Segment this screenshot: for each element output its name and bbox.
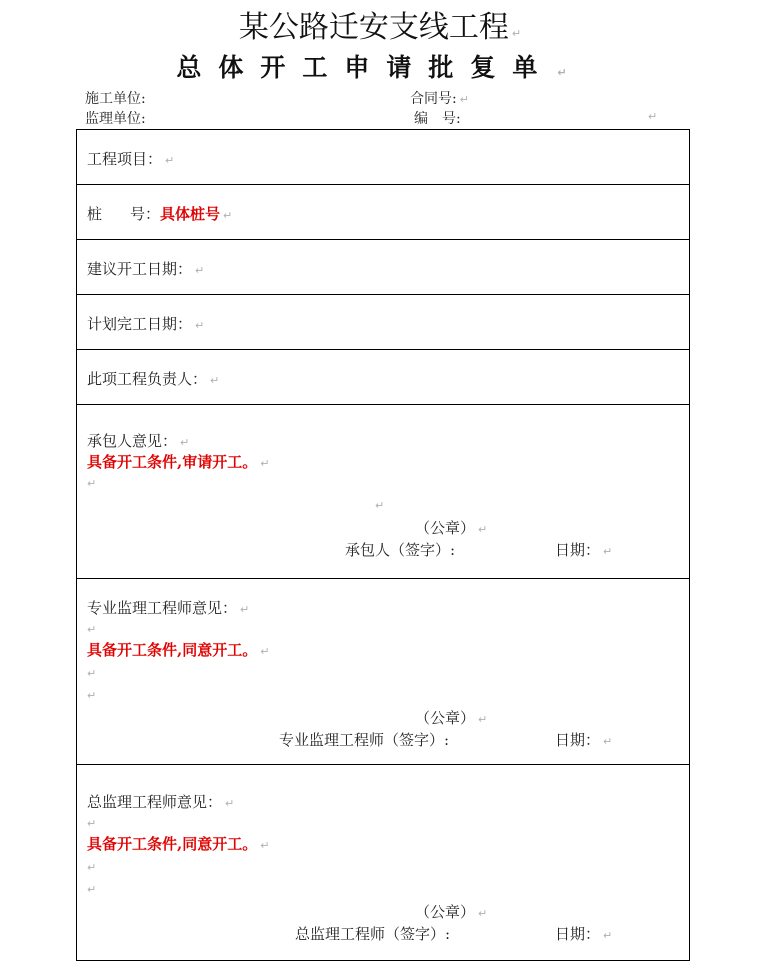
- paragraph-mark-icon: ↵: [260, 645, 270, 658]
- pile-row: [77, 185, 689, 240]
- contractor-sign-label: 承包人（签字）:: [345, 541, 456, 559]
- paragraph-mark-icon: ↵: [375, 499, 385, 512]
- paragraph-mark-icon: ↵: [648, 110, 658, 123]
- contractor-opinion-text: 具备开工条件,审请开工。: [87, 453, 258, 471]
- paragraph-mark-icon: ↵: [478, 907, 488, 920]
- paragraph-mark-icon: ↵: [478, 713, 488, 726]
- pile-value: 具体桩号: [160, 205, 221, 223]
- paragraph-mark-icon: ↵: [240, 603, 250, 616]
- contractor-date-label: 日期：: [555, 541, 601, 559]
- document-subtitle: 总体开工申请批复单 ↵: [176, 53, 584, 82]
- paragraph-mark-icon: ↵: [87, 817, 97, 830]
- chief-seal-label: （公章）: [415, 903, 476, 921]
- paragraph-mark-icon: ↵: [511, 27, 522, 40]
- serial-no-label: 编 号:: [414, 111, 461, 127]
- paragraph-mark-icon: ↵: [260, 839, 270, 852]
- finish-date-row: [77, 295, 689, 350]
- paragraph-mark-icon: ↵: [87, 883, 97, 896]
- pile-label-a: 桩: [87, 205, 103, 223]
- paragraph-mark-icon: ↵: [165, 154, 175, 167]
- document-title: 某公路迁安支线工程 ↵: [238, 10, 522, 45]
- specialist-opinion-text: 具备开工条件,同意开工。: [87, 641, 258, 659]
- paragraph-mark-icon: ↵: [260, 457, 270, 470]
- pile-label-b: 号：: [130, 205, 161, 223]
- paragraph-mark-icon: ↵: [87, 861, 97, 874]
- paragraph-mark-icon: ↵: [223, 209, 233, 222]
- supervision-unit-label: 监理单位:: [85, 111, 146, 127]
- paragraph-mark-icon: ↵: [603, 735, 613, 748]
- paragraph-mark-icon: ↵: [87, 667, 97, 680]
- start-date-label: 建议开工日期：: [87, 260, 193, 278]
- chief-sign-label: 总监理工程师（签字）:: [295, 925, 451, 943]
- paragraph-mark-icon: ↵: [557, 66, 584, 79]
- contractor-seal-label: （公章）: [415, 519, 476, 537]
- paragraph-mark-icon: ↵: [87, 689, 97, 702]
- contractor-opinion-title: 承包人意见：: [87, 432, 178, 450]
- finish-date-label: 计划完工日期：: [87, 315, 193, 333]
- paragraph-mark-icon: ↵: [603, 545, 613, 558]
- chief-opinion-section: [77, 765, 689, 962]
- paragraph-mark-icon: ↵: [180, 436, 190, 449]
- paragraph-mark-icon: ↵: [195, 264, 205, 277]
- paragraph-mark-icon: ↵: [87, 477, 97, 490]
- paragraph-mark-icon: ↵: [603, 929, 613, 942]
- chief-opinion-title: 总监理工程师意见：: [87, 793, 223, 811]
- construction-unit-label: 施工单位:: [85, 91, 146, 107]
- chief-date-label: 日期：: [555, 925, 601, 943]
- specialist-opinion-title: 专业监理工程师意见：: [87, 599, 238, 617]
- start-date-row: [77, 240, 689, 295]
- chief-opinion-text: 具备开工条件,同意开工。: [87, 835, 258, 853]
- specialist-opinion-section: [77, 579, 689, 765]
- contract-no-field: 合同号: ↵: [410, 91, 469, 107]
- approval-form: [76, 129, 690, 961]
- specialist-seal-label: （公章）: [415, 709, 476, 727]
- specialist-date-label: 日期：: [555, 731, 601, 749]
- project-row: [77, 130, 689, 185]
- project-label: 工程项目：: [87, 150, 163, 168]
- paragraph-mark-icon: ↵: [210, 374, 220, 387]
- paragraph-mark-icon: ↵: [478, 523, 488, 536]
- paragraph-mark-icon: ↵: [195, 319, 205, 332]
- paragraph-mark-icon: ↵: [87, 623, 97, 636]
- contractor-opinion-section: [77, 405, 689, 579]
- paragraph-mark-icon: ↵: [459, 93, 469, 106]
- specialist-sign-label: 专业监理工程师（签字）:: [279, 731, 450, 749]
- paragraph-mark-icon: ↵: [225, 797, 235, 810]
- manager-row: [77, 350, 689, 405]
- manager-label: 此项工程负责人：: [87, 370, 208, 388]
